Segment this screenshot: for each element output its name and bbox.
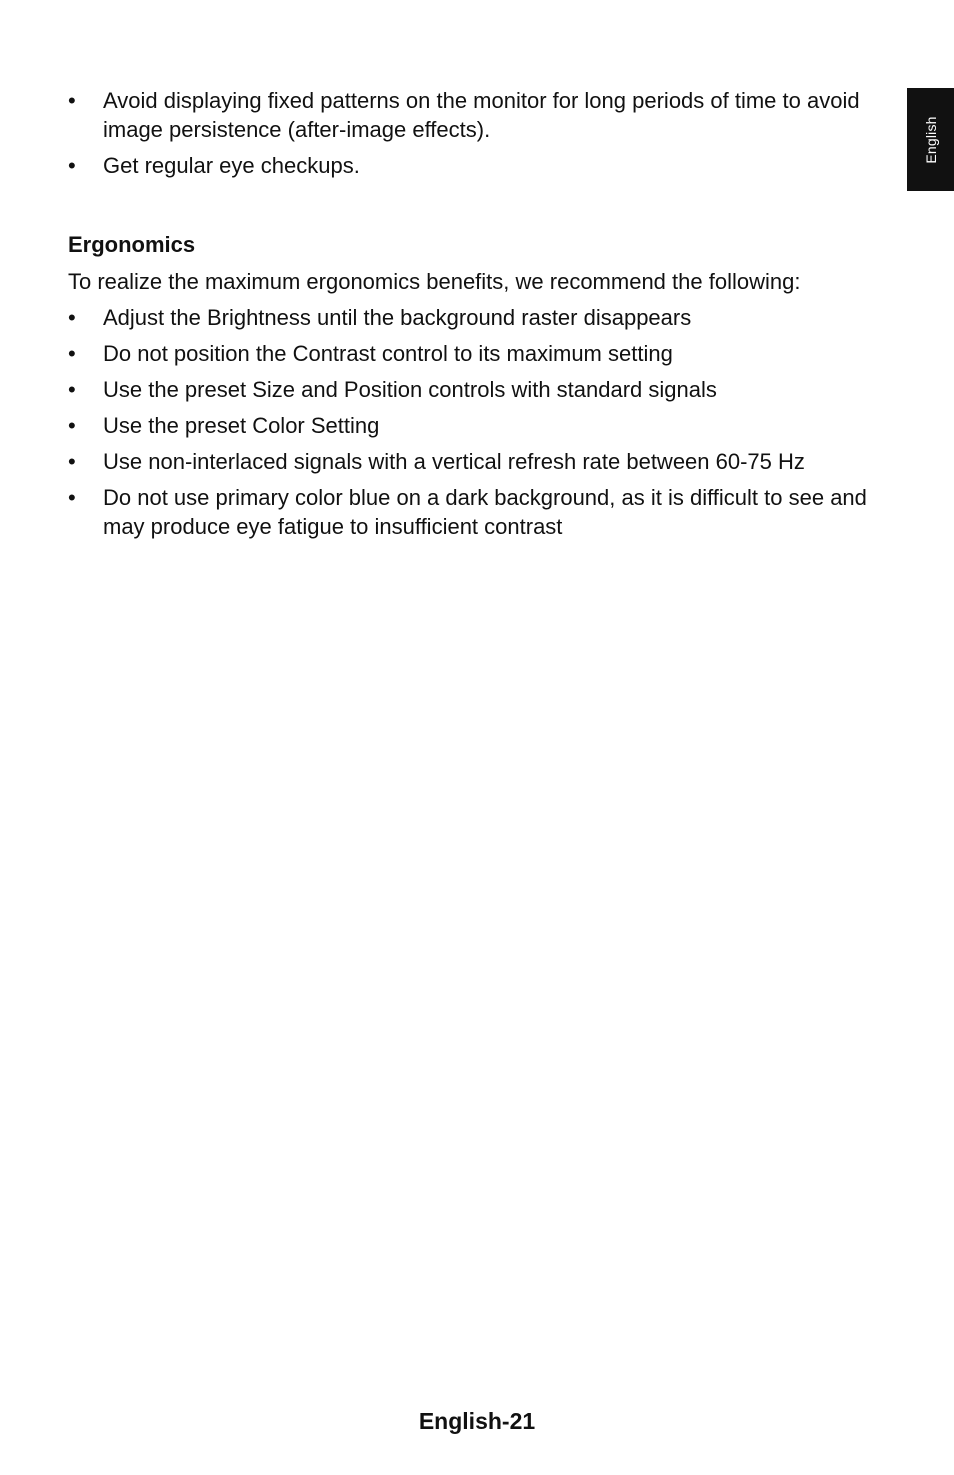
list-item: • Adjust the Brightness until the background raster disappears — [68, 303, 888, 332]
list-item: • Use non-interlaced signals with a vertical refresh rate between 60-75 Hz — [68, 447, 888, 476]
page-content — [68, 86, 888, 548]
list-item: • Avoid displaying fixed patterns on the monitor for long periods of time to avoid image persistence (after-image effects). — [68, 86, 888, 144]
section-heading-ergonomics: Ergonomics — [68, 232, 196, 257]
list-item: • Do not use primary color blue on a dark background, as it is difficult to see and may produce eye fatigue to insufficient contrast — [68, 483, 888, 541]
language-tab — [907, 88, 954, 191]
care-tips-list — [68, 86, 888, 180]
list-item: • Use the preset Color Setting — [68, 411, 888, 440]
list-item: • Use the preset Size and Position controls with standard signals — [68, 375, 888, 404]
language-tab-label: English — [922, 115, 939, 164]
list-item: • Do not position the Contrast control to its maximum setting — [68, 339, 888, 368]
page-number: English-21 — [418, 1408, 536, 1434]
list-item: • Get regular eye checkups. — [68, 151, 888, 180]
ergonomics-list — [68, 303, 888, 541]
section-intro: To realize the maximum ergonomics benefits, we recommend the following: — [68, 269, 801, 294]
